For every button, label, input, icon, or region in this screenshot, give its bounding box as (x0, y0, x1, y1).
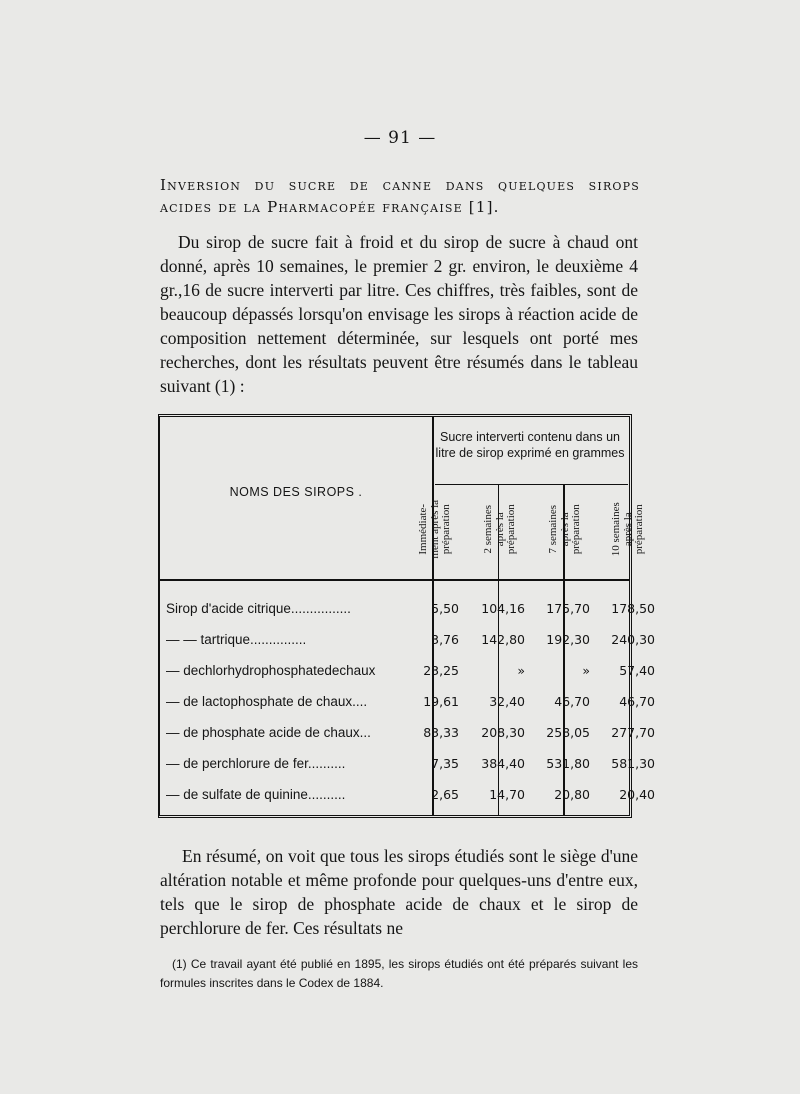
results-table (158, 414, 655, 818)
value-cell: 46,70 (554, 694, 590, 709)
value-cell: 46,70 (619, 694, 655, 709)
value-cell: » (582, 663, 590, 678)
value-cell: 581,30 (611, 756, 655, 771)
value-cell: 19,61 (423, 694, 459, 709)
table-row (160, 781, 655, 811)
column-header-immediate: Immédiate- ment après la préparation (416, 499, 452, 559)
value-cell: 5,50 (431, 601, 459, 616)
value-cell: 178,50 (611, 601, 655, 616)
syrup-name: Sirop d'acide citrique................ (166, 601, 351, 616)
value-cell: » (517, 663, 525, 678)
value-cell: 104,16 (481, 601, 525, 616)
value-cell: 258,05 (546, 725, 590, 740)
value-cell: 23,25 (423, 663, 459, 678)
column-header-names: NOMS DES SIROPS . (229, 485, 363, 499)
syrup-name: — de phosphate acide de chaux... (166, 725, 371, 740)
value-cell: 20,80 (554, 787, 590, 802)
column-header-7-weeks: 7 semaines après la préparation (546, 503, 582, 555)
paragraph-intro: Du sirop de sucre fait à froid et du sirop de sucre à chaud ont donné, après 10 semaines, le premier 2 gr. environ, le deuxième 4 gr.,16 de sucre interverti par litre. Ces chiffres, très faibles, sont de beaucoup dépassés lorsqu'on envisage les sirops à réaction acide de composition nettement déterminée, sur lesquels ont porté mes recherches, dont les résultats peuvent être résumés dans le tableau suivant (1) : (160, 232, 638, 396)
column-header-10-weeks: 10 semaines après la préparation (609, 501, 645, 557)
syrup-name: — dechlorhydrophosphatedechaux (166, 663, 376, 678)
value-cell: 3,76 (431, 632, 459, 647)
footnote: (1) Ce travail ayant été publié en 1895, les sirops étudiés ont été préparés suivant les formules inscrites dans le Codex de 1884. (160, 957, 638, 990)
table-row (160, 750, 655, 780)
value-cell: 192,30 (546, 632, 590, 647)
table-row (160, 626, 655, 656)
syrup-name: — de lactophosphate de chaux.... (166, 694, 368, 709)
paragraph-summary: En résumé, on voit que tous les sirops étudiés sont le siège d'une altération notable et même profonde pour quelques-uns d'entre eux, tels que le sirop de phosphate acide de chaux et le sirop de perchlorure de fer. Ces résultats ne (160, 846, 638, 938)
group-rule (435, 484, 628, 485)
value-cell: 175,70 (546, 601, 590, 616)
syrup-name: — de sulfate de quinine.......... (166, 787, 346, 802)
table-row (160, 595, 655, 625)
value-cell: 83,33 (423, 725, 459, 740)
value-cell: 14,70 (489, 787, 525, 802)
value-cell: 20,40 (619, 787, 655, 802)
table-row (160, 719, 655, 749)
value-cell: 142,80 (481, 632, 525, 647)
value-cell: 384,40 (481, 756, 525, 771)
syrup-name: — — tartrique............... (166, 632, 307, 647)
syrup-name: — de perchlorure de fer.......... (166, 756, 346, 771)
header-rule (160, 579, 630, 581)
value-cell: 7,35 (431, 756, 459, 771)
column-header-2-weeks: 2 semaines après la préparation (481, 503, 517, 555)
value-cell: 208,30 (481, 725, 525, 740)
page-number: — 91 — (363, 128, 437, 148)
table-row (160, 657, 655, 687)
column-group-header: Sucre interverti contenu dans un litre de sirop exprimé en grammes (435, 430, 625, 460)
value-cell: 2,65 (431, 787, 459, 802)
value-cell: 32,40 (489, 694, 525, 709)
value-cell: 240,30 (611, 632, 655, 647)
table-row (160, 688, 655, 718)
value-cell: 277,70 (611, 725, 655, 740)
value-cell: 57,40 (619, 663, 655, 678)
section-heading: Inversion du sucre de canne dans quelques sirops acides de la Pharmacopée française [1]. (160, 176, 640, 216)
value-cell: 531,80 (546, 756, 590, 771)
